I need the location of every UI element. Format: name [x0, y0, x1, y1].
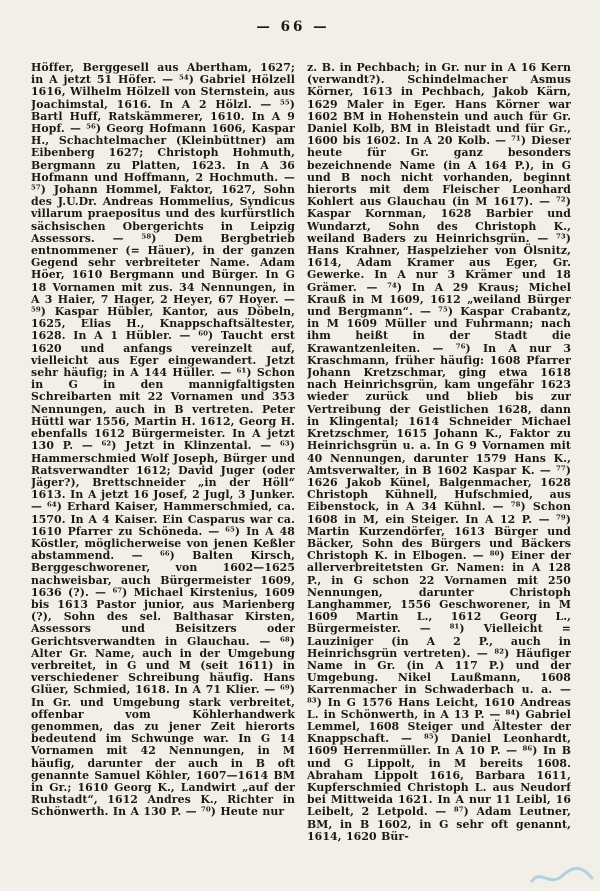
two-column-text-block — [31, 62, 572, 876]
page-number: — 66 — — [256, 19, 330, 35]
right-column-text: z. B. in Pechbach; in Gr. nur in A 16 Kern (verwandt?). Schindelmacher Asmus Körner, 1613 in Pechbach, Jakob Kärn, 1629 Maler in Eger. Hans Körner war 1602 BM in Hohenstein und auch für Gr. Daniel Kolb, BM in Bleistadt und für Gr., 1600 bis 1602. In A 20 Kolb. — ⁷¹) Dieser heute für Gr. ganz besonders bezeichnende Name (in A 164 P.), in G und B noch nicht vorhanden, beginnt hierorts mit dem Fleischer Leonhard Kohlert aus Glauchau (in M 1617). — ⁷²) Kaspar Kornman, 1628 Barbier und Wundarzt, Sohn des Christoph K., weiland Baders zu Heinrichsgrün. — ⁷³) Hans Krahner, Haspelzieher von Ölsnitz, 1614, Adam Kramer aus Eger, Gr. Gewerke. In A nur 3 Krämer und 18 Grämer. — ⁷⁴) In A 29 Kraus; Michel Krauß in M 1609, 1612 „weiland Bürger und Bergmann“. — ⁷⁵) Kaspar Crabantz, in M 1609 Müller und Fuhrmann; nach ihm heißt in der Stadt die Krawantzenleiten. — ⁷⁶) In A nur 3 Kraschmann, früher häufig: 1608 Pfarrer Johann Kretzschmar, ging etwa 1618 nach Heinrichsgrün, kam ungefähr 1623 wieder zurück und blieb bis zur Vertreibung der Geistlichen 1628, dann in Klingental; 1614 Schneider Michael Kretzschmer, 1615 Johann K., Faktor zu Heinrichsgrün u. a. In G 9 Vornamen mit 40 Nennungen, darunter 1579 Hans K., Amtsverwalter, in B 1602 Kaspar K. — ⁷⁷) 1626 Jakob Künel, Balgenmacher, 1628 Christoph Kühnell, Hufschmied, aus Eibenstock, in A 34 Kühnl. — ⁷⁸) Schon 1608 in M, ein Steiger. In A 12 P. — ⁷⁹) Martin Kurzendörfer, 1613 Bürger und Bäcker, Sohn des Bürgers und Bäckers Christoph K. in Elbogen. — ⁸⁰) Einer der allerverbreitetsten Gr. Namen: in A 128 P., in G schon 22 Vornamen mit 250 Nennungen, darunter Christoph Langhammer, 1556 Geschworener, in M 1609 Martin L., 1612 Georg L., Bürgermeister. — ⁸¹) Vielleicht = Lauziniger (in A 2 P., auch in Heinrichsgrün vertreten). — ⁸²) Häufiger Name in Gr. (in A 117 P.) und der Umgebung. Nikel Laußmann, 1608 Karrenmacher in Schwaderbach u. a. — ⁸³) In G 1576 Hans Leicht, 1610 Andreas L. in Schönwerth, in A 13 P. — ⁸⁴) Gabriel Lemmel, 1608 Steiger und Ältester der Knappschaft. — ⁸⁵) Daniel Leonhardt, 1609 Herrenmüller. In A 10 P. — ⁸⁶) In B und G Lippolt, in M bereits 1608. Abraham Lippolt 1616, Barbara 1611, Kupferschmied Christoph L. aus Neudorf bei Mittweida 1621. In A nur 11 Leibl, 16 Leibelt, 2 Letpold. — ⁸⁷) Adam Leutner, BM, in B 1602, in G sehr oft genannt, 1614, 1620 Bür- — [307, 62, 571, 843]
left-column-text: Höffer, Berggesell aus Abertham, 1627; in A jetzt 51 Höfer. — ⁵⁴) Gabriel Hölzell 1616, Wilhelm Hölzell von Sternstein, aus Joachimstal, 1616. In A 2 Hölzl. — ⁵⁵) Bartl Huff, Ratskämmerer, 1610. In A 9 Hopf. — ⁵⁶) Georg Hofmann 1606, Kaspar H., Schachtelmacher (Kleinbüttner) am Eibenberg 1627; Christoph Hohmuth, Bergmann zu Platten, 1623. In A 36 Hofmann und Hoffmann, 2 Hochmuth. — ⁵⁷) Johann Hommel, Faktor, 1627, Sohn des J.U.Dr. Andreas Hommelius, Syndicus villarum praepositus und des kurfürstlich sächsischen Obergerichts in Leipzig Assessors. — ⁵⁸) Dem Bergbetrieb entnommener (= Häuer), in der ganzen Gegend sehr verbreiteter Name. Adam Höer, 1610 Bergmann und Bürger. In G 18 Vornamen mit zus. 34 Nennungen, in A 3 Haier, 7 Hager, 2 Heyer, 67 Hoyer. — ⁵⁹) Kaspar Hübler, Kantor, aus Döbeln, 1625, Elias H., Knappschaftsältester, 1628. In A 1 Hübler. — ⁶⁰) Taucht erst 1620 und anfangs vereinzelt auf, vielleicht aus Eger eingewandert. Jetzt sehr häufig; in A 144 Hüller. — ⁶¹) Schon in G in den mannigfaltigsten Schreibarten mit 22 Vornamen und 353 Nennungen, auch in B vertreten. Peter Hüttl war 1556, Martin H. 1612, Georg H. ebenfalls 1612 Bürgermeister. In A jetzt 130 P. — ⁶²) Jetzt in Klinzental. — ⁶³) Hammerschmied Wolf Joseph, Bürger und Ratsverwandter 1612; David Juger (oder Jäger?), Brettschneider „in der Höll“ 1613. In A jetzt 16 Josef, 2 Jugl, 3 Junker. — ⁶⁴) Erhard Kaiser, Hammerschmied, ca. 1570. In A 4 Kaiser. Ein Casparus war ca. 1610 Pfarrer zu Schöneda. — ⁶⁵) In A 48 Köstler, möglicherweise von jenen Keßler abstammend. — ⁶⁶) Balten Kirsch, Berggeschworener, von 1602—1625 nachweisbar, auch Bürgermeister 1609, 1636 (?). — ⁶⁷) Michael Kirstenius, 1609 bis 1613 Pastor junior, aus Marienberg (?), Sohn des sel. Balthasar Kirsten, Assessors und Beisitzers oder Gerichtsverwandten in Glauchau. — ⁶⁸) Alter Gr. Name, auch in der Umgebung verbreitet, in G und M (seit 1611) in verschiedener Schreibung häufig. Hans Glüer, Schmied, 1618. In A 71 Klier. — ⁶⁹) In Gr. und Umgebung stark verbreitet, offenbar vom Köhlerhandwerk genommen, das zu jener Zeit hierorts bedeutend im Schwunge war. In G 14 Vornamen mit 42 Nennungen, in M häufig, darunter der auch in B oft genannte Samuel Köhler, 1607—1614 BM in Gr.; 1610 Georg K., Landwirt „auf der Ruhstadt“, 1612 Andres K., Richter in Schönwerth. In A 130 P. — ⁷⁰) Heute nur — [31, 62, 295, 819]
blue-pen-mark-icon — [530, 863, 594, 889]
